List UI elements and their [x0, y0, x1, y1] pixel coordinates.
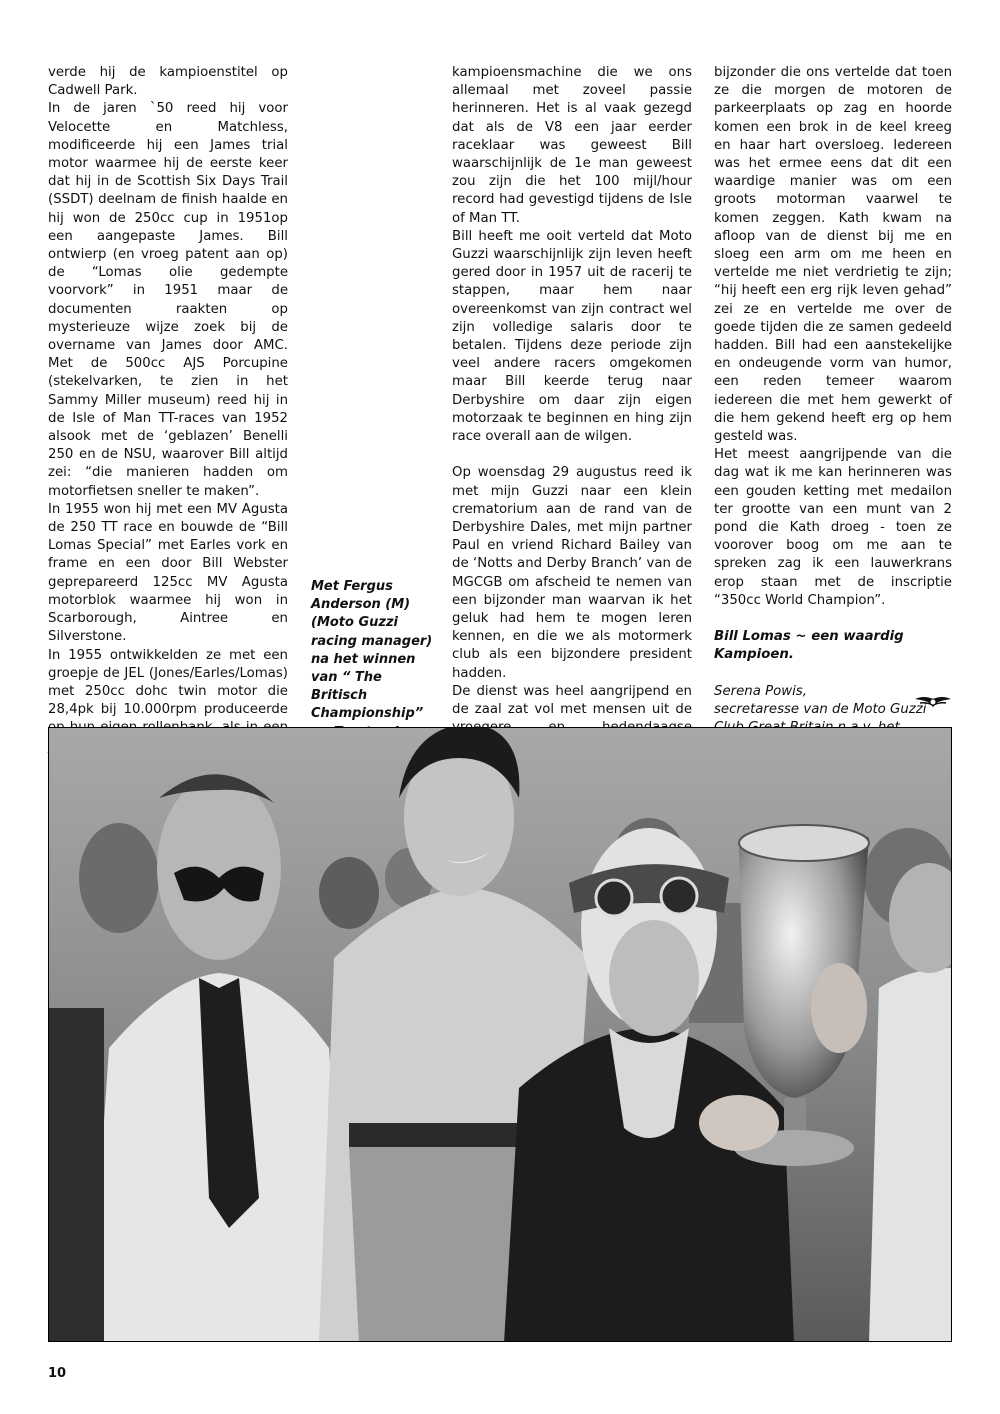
paragraph: kampioensmachine die we ons allemaal met zoveel passie herinneren. Het is al vaak gezegd dat als de V8 een jaar eerder raceklaar was geweest Bill waarschijnlijk de 1e man geweest zou zijn die het 100 mijl/hour record had gevestigd tijdens de Isle of Man TT.: [452, 65, 692, 226]
page-number: 10: [48, 1366, 67, 1381]
paragraph: Het meest aangrijpende van die dag wat ik me kan herinneren was een gouden ketting met medailon ter grootte van een munt van 2 pond die Kath droeg - toen ze voorover boog om me aan te spreken zag ik een lauwerkrans erop staan met de inscriptie “350cc World Champion”.: [714, 447, 952, 608]
paragraph: bijzonder die ons vertelde dat toen ze die morgen de motoren de parkeerplaats op zag en hoorde komen een brok in de keel kreeg en haar hart oversloeg. Iedereen was het ermee eens dat dit een waardige manier was om een groots motorman vaarwel te komen zeggen. Kath kwam na afloop van de dienst bij me en sloeg een arm om me heen en vertelde me niet verdrietig te zijn; “hij heeft een erg rijk leven gehad” zei ze en vertelde me over de goede tijden die ze samen gedeeld hadden. Bill had een aanstekelijke en ondeugende vorm van humor, een reden temeer waarom iedereen die met hem gewerkt of die hem gekend heeft erg op hem gesteld was.: [714, 65, 952, 445]
paragraph: verde hij de kampioenstitel op Cadwell Park.: [48, 65, 288, 99]
paragraph: In 1955 won hij met een MV Agusta de 250 TT race en bouwde de “Bill Lomas Special” met Earles vork en frame en een door Bill Webster geprepareerd 125cc MV Agusta motorblok waarmee hij won in Scarborough, Aintree en Silverstone.: [48, 501, 288, 645]
paragraph: Op woensdag 29 augustus reed ik met mijn Guzzi naar een klein crematorium aan de rand van de Derbyshire Dales, met mijn partner Paul en vriend Richard Bailey van de ‘Notts and Derby Branch’ van de MGCGB om afscheid te nemen van een bijzonder man waarvan ik het geluk had hem te mogen leren kennen, en die we als motormerk club als een bijzondere president hadden.: [452, 465, 692, 681]
closing-headline: Bill Lomas ~ een waardig Kampioen.: [714, 629, 904, 663]
photo-caption: Met Fergus Anderson (M) (Moto Guzzi racing manager) na het winnen van “ The Britisch Championship”: [311, 579, 433, 722]
paragraph: In 1955 ontwikkelden ze met een groepje de JEL (Jones/Earles/Lomas) met 250cc dohc twin motor die 28,4pk bij 10.000rpm produceerde: [48, 647, 288, 718]
trophy-photo: [48, 727, 952, 1342]
photo-illustration: [49, 728, 952, 1342]
paragraph: In de jaren `50 reed hij voor Velocette en Matchless, modificeerde hij een James trial motor waarmee hij de eerste keer dat hij in de Scottish Six Days Trail (SSDT) deelnam de finish haalde en hij won de 250cc cup in 1951op een aangepaste James. Bill ontwierp (en vroeg patent aan op) de “Lomas olie gedempte voorvork” in 1951 maar de documenten raakten op mysterieuze wijze zoek bij de overname van James door AMC. Met de 500cc AJS Porcupine (stekelvarken, te zien in het Sammy Miller museum) reed hij in de Isle of Man TT-races van 1952 alsook met de ‘geblazen’ Benelli 250 en de NSU, waarover Bill altijd zei: “die manieren hadden om motorfietsen sneller te maken”.: [48, 101, 288, 499]
paragraph: De dienst was heel aangrijpend en de zaal zat vol met mensen uit de: [452, 683, 692, 718]
club-emblem-icon: [914, 690, 952, 712]
author-role: secretaresse van de Moto Guzzi: [714, 702, 927, 718]
author-name: Serena Powis,: [714, 683, 807, 699]
paragraph: Bill heeft me ooit verteld dat Moto Guzzi waarschijnlijk zijn leven heeft gered door in 1957 uit de racerij te stappen, maar hem naar overeenkomst van zijn contract wel zijn volledige salaris door te betalen. Tijdens deze periode zijn veel andere racers omgekomen maar Bill keerde terug naar Derbyshire om daar zijn eigen motorzaak te beginnen en hing zijn race overall aan de wilgen.: [452, 228, 692, 445]
